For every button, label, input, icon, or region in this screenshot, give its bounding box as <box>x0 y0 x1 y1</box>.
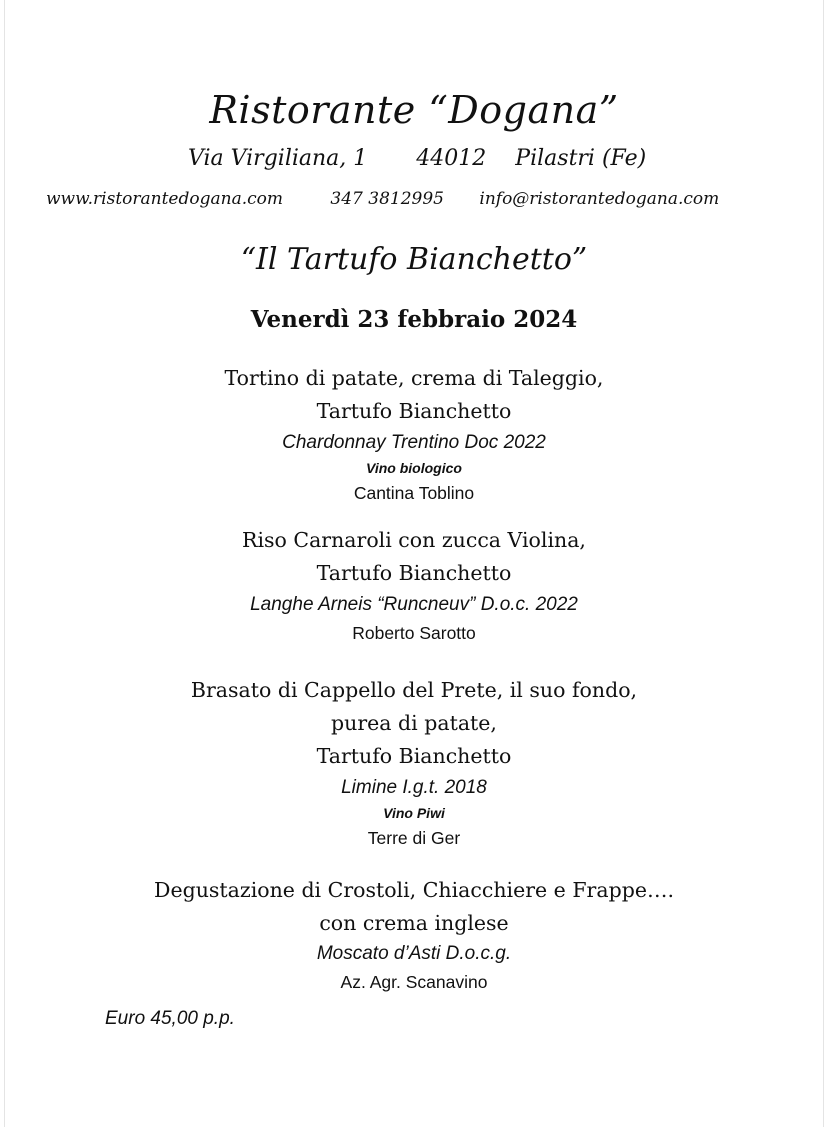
restaurant-name: Ristorante “Dogana” <box>209 88 619 132</box>
course-2-producer: Roberto Sarotto <box>352 623 476 643</box>
website: www.ristorantedogana.com <box>46 189 283 209</box>
course-1-dish <box>0 362 828 428</box>
course-4-dish <box>0 874 828 940</box>
course-1-wine-note: Vino biologico <box>366 460 462 476</box>
email: info@ristorantedogana.com <box>479 189 720 209</box>
dish-line: Tartufo Bianchetto <box>316 399 512 423</box>
price: Euro 45,00 p.p. <box>105 1008 235 1029</box>
course-3-producer: Terre di Ger <box>367 828 461 848</box>
dish-line: Tartufo Bianchetto <box>316 744 512 768</box>
contact-line <box>46 189 719 209</box>
dish-line: Riso Carnaroli con zucca Violina, <box>242 528 586 552</box>
dish-line: Brasato di Cappello del Prete, il suo fondo, <box>190 678 638 702</box>
street: Via Virgiliana, 1 <box>188 146 368 171</box>
address-line <box>188 146 646 171</box>
dish-line: Tortino di patate, crema di Taleggio, <box>224 366 604 390</box>
course-2-wine: Langhe Arneis “Runcneuv” D.o.c. 2022 <box>250 594 578 615</box>
course-3-wine-note: Vino Piwi <box>383 805 445 821</box>
city: Pilastri (Fe) <box>515 146 647 171</box>
course-3-dish <box>0 674 828 773</box>
course-2-dish <box>0 524 828 590</box>
dish-line: Tartufo Bianchetto <box>316 561 512 585</box>
event-date: Venerdì 23 febbraio 2024 <box>250 306 578 333</box>
course-4-wine: Moscato d’Asti D.o.c.g. <box>316 943 512 964</box>
course-3-wine: Limine I.g.t. 2018 <box>341 777 487 798</box>
zip-code: 44012 <box>416 146 487 171</box>
event-title: “Il Tartufo Bianchetto” <box>240 242 588 277</box>
dish-line: purea di patate, <box>331 711 497 735</box>
course-4-producer: Az. Agr. Scanavino <box>340 972 488 992</box>
course-1-producer: Cantina Toblino <box>353 483 475 503</box>
dish-line: con crema inglese <box>319 911 509 935</box>
phone: 347 3812995 <box>330 189 444 209</box>
course-1-wine: Chardonnay Trentino Doc 2022 <box>282 432 546 453</box>
dish-line: Degustazione di Crostoli, Chiacchiere e Frappe…. <box>154 878 674 902</box>
